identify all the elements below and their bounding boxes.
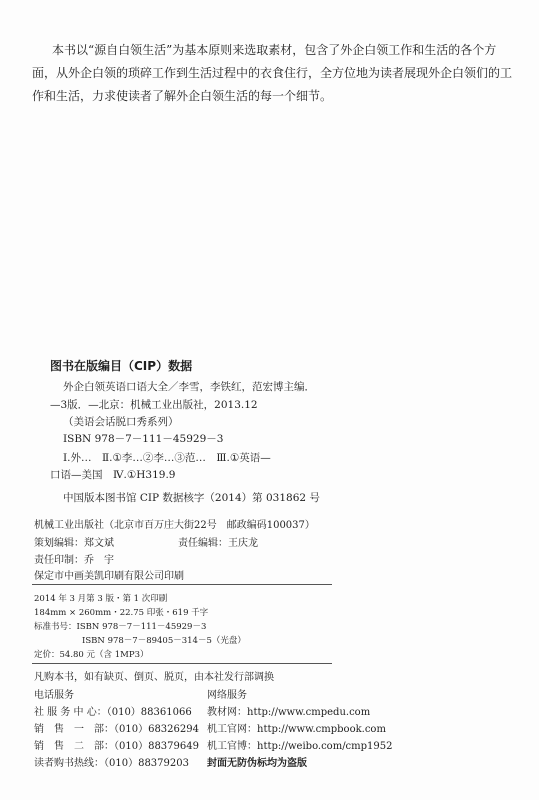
format-line: 184mm × 260mm・22.75 印张・619 千字 — [34, 608, 209, 618]
printer-line: 保定市中画美凯印刷有限公司印刷 — [34, 571, 184, 582]
cip-verify-line: 中国版本图书馆 CIP 数据核字（2014）第 031862 号 — [63, 492, 320, 504]
intro-line: 作和生活，力求使读者了解外企白领生活的每一个细节。 — [32, 89, 333, 103]
planning-editor: 策划编辑：郑文斌 — [34, 538, 114, 549]
intro-line: 面，从外企白领的琐碎工作到生活过程中的衣食住行，全方位地为读者展现外企白领们的工 — [32, 66, 513, 80]
cip-edition-line: —3版．—北京：机械工业出版社，2013.12 — [50, 399, 258, 411]
publisher-line: 机械工业出版社（北京市百万庄大街22号 邮政编码100037） — [34, 520, 315, 531]
phone-item: 读者购书热线：（010）88379203 — [34, 758, 189, 769]
web-item: 机工官博：http://weibo.com/cmp1952 — [207, 741, 393, 752]
intro-line: 本书以“源自白领生活”为基本原则来选取素材，包含了外企白领工作和生活的各个方 — [52, 43, 497, 57]
price-line: 定价：54.80 元（含 1MP3） — [34, 650, 149, 660]
web-item: 教材网：http://www.cmpedu.com — [207, 707, 371, 718]
phone-service-header: 电话服务 — [34, 690, 74, 701]
cip-classification-line: 口语—美国 Ⅳ.①H319.9 — [50, 469, 176, 481]
divider — [32, 584, 332, 585]
cip-title-line: 外企白领英语口语大全／李雪，李铁红，范宏博主编． — [63, 381, 315, 393]
isbn-cd: ISBN 978－7－89405－314－5（光盘） — [82, 636, 246, 646]
print-supervisor: 责任印制：乔 宇 — [34, 555, 114, 566]
isbn-standard: 标准书号：ISBN 978－7－111－45929－3 — [34, 622, 207, 632]
cip-classification-line: Ⅰ.外… Ⅱ.①李…②李…③范… Ⅲ.①英语— — [63, 452, 271, 464]
cip-series-line: （美语会话脱口秀系列） — [63, 416, 179, 428]
anti-counterfeit-notice: 封面无防伪标均为盗版 — [207, 758, 307, 769]
print-date-line: 2014 年 3 月第 3 版・第 1 次印刷 — [34, 594, 168, 604]
phone-item: 销 售 一 部：（010）68326294 — [34, 724, 199, 735]
phone-item: 社 服 务 中 心：（010）88361066 — [34, 707, 192, 718]
cip-heading: 图书在版编目（CIP）数据 — [50, 359, 193, 373]
network-service-header: 网络服务 — [207, 690, 247, 701]
divider — [32, 663, 332, 664]
responsible-editor: 责任编辑：王庆龙 — [178, 538, 258, 549]
cip-isbn-line: ISBN 978－7－111－45929－3 — [63, 433, 224, 445]
phone-item: 销 售 二 部：（010）88379649 — [34, 741, 199, 752]
service-notice: 凡购本书，如有缺页、倒页、脱页，由本社发行部调换 — [34, 672, 274, 683]
web-item: 机工官网：http://www.cmpbook.com — [207, 724, 386, 735]
